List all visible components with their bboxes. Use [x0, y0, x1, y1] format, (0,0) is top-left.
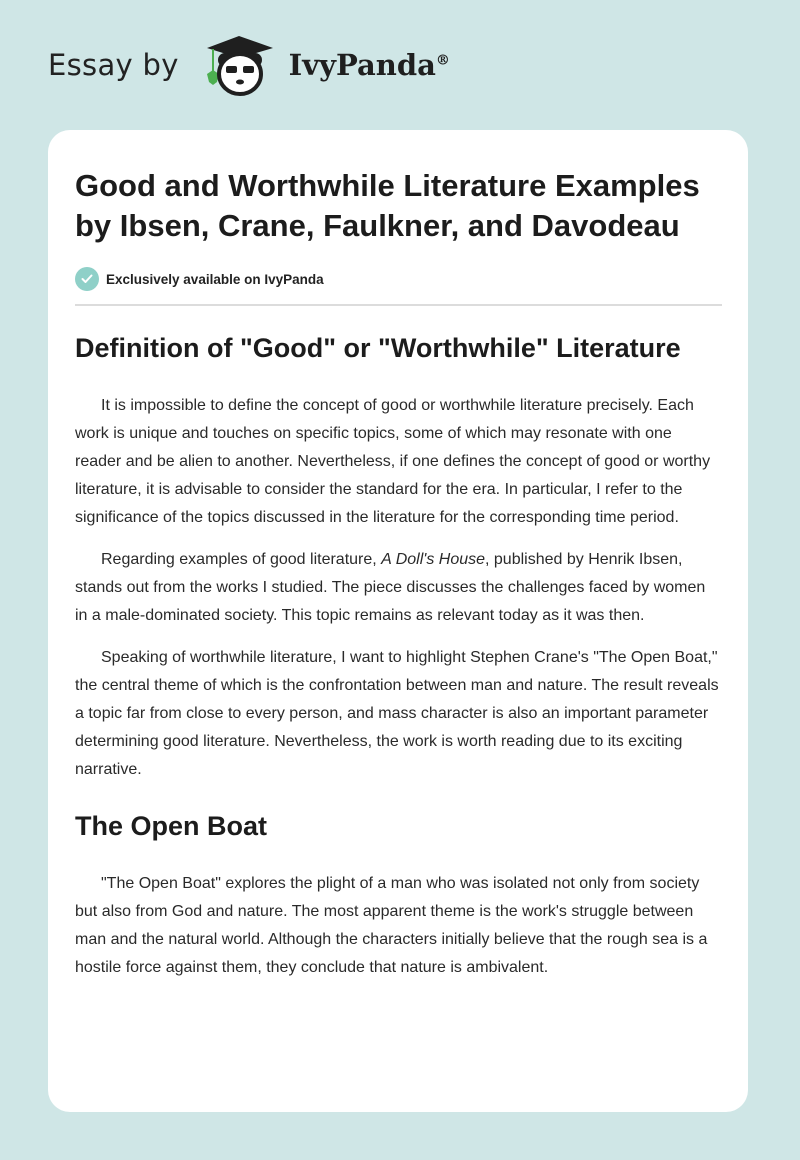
badge-text: Exclusively available on IvyPanda — [106, 271, 324, 287]
section-heading: Definition of "Good" or "Worthwhile" Literature — [75, 333, 681, 363]
exclusive-badge — [75, 266, 722, 292]
ivypanda-logo-icon[interactable] — [197, 30, 287, 100]
registered-mark: ® — [435, 52, 450, 69]
check-icon — [75, 267, 99, 291]
site-header — [48, 30, 450, 100]
paragraph: It is impossible to define the concept of good or worthwhile literature precisely. Each work is unique and touches on specific topics, some of which may resonate with one reader and be alien to another. Nevertheless, if one defines the concept of good or worthy literature, it is advisable to consider the standard for the era. In particular, I refer to the significance of the topics discussed in the literature for the corresponding time period. — [75, 397, 711, 526]
section-heading: The Open Boat — [75, 811, 268, 841]
paragraph-text: Regarding examples of good literature, — [101, 551, 382, 568]
paragraph: Speaking of worthwhile literature, I want to highlight Stephen Crane's "The Open Boat," the central theme of which is the confrontation between man and nature. The result reveals a topic far from close to every person, and mass character is also an important parameter determining good literature. Nevertheless, the work is worth reading due to its exciting narrative. — [75, 649, 719, 778]
paragraph: "The Open Boat" explores the plight of a man who was isolated not only from society but also from God and nature. The most apparent theme is the work's struggle between man and the natural world. Although the characters initially believe that the rough sea is a hostile force against them, they conclude that nature is ambivalent. — [75, 875, 708, 976]
paragraph — [75, 546, 722, 630]
essay-card — [48, 130, 748, 1112]
paragraph-text: , published by Henrik Ibsen, stands out from the works I studied. The piece discusses the challenges faced by women in a male-dominated society. This topic remains as relevant today as it was then. — [75, 551, 706, 624]
divider — [75, 304, 722, 306]
brand-text: IvyPanda — [288, 48, 436, 82]
essay-title: Good and Worthwhile Literature Examples by Ibsen, Crane, Faulkner, and Davodeau — [75, 168, 700, 243]
brand-name[interactable] — [289, 48, 450, 82]
book-title: A Doll's House — [381, 551, 486, 568]
essay-by-label: Essay by — [48, 48, 179, 82]
